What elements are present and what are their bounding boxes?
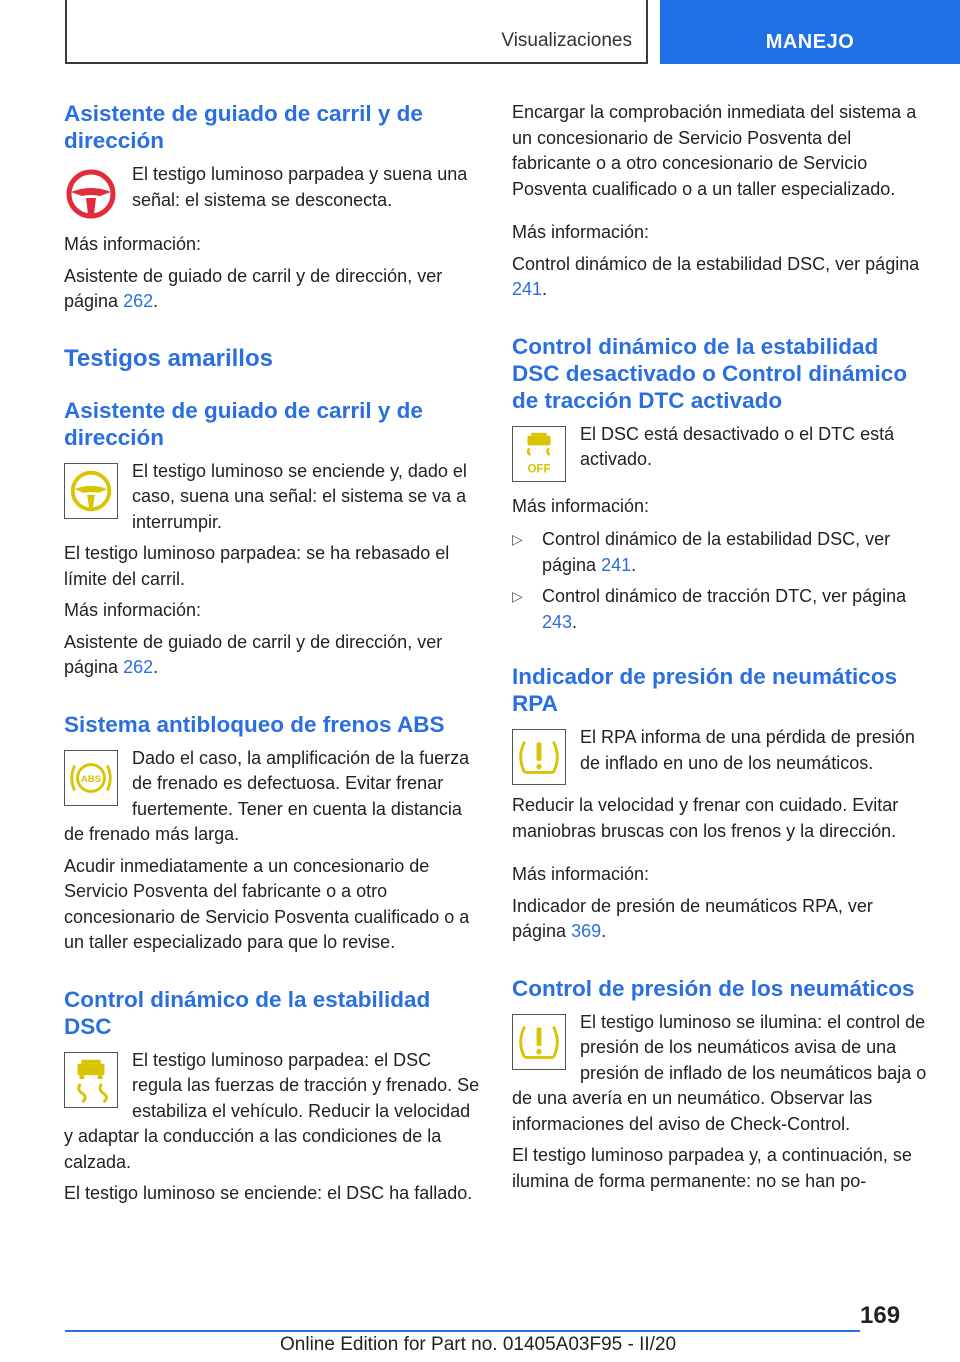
section-heading: Testigos amarillos (64, 344, 273, 372)
warning-text: El testigo luminoso se ilumina: el control de presión de los neumáticos avisa de una presión de inflado de los neumáticos baja o de una avería en un neumático. Observar las informaciones del aviso de Check-Control. (512, 1011, 927, 1134)
page-number: 169 (860, 1302, 901, 1329)
warning-text: Dado el caso, la amplificación de la fuerza de frenado es defectuosa. Evitar frenar fuertemente. Tener en cuenta la distancia de frenado más larga. (64, 747, 470, 844)
warning-block (512, 717, 930, 787)
section-title: Control dinámico de la estabilidad DSC desactivado o Control dinámico de tracción DTC activado (512, 333, 908, 413)
reference-text: Asistente de guiado de carril y de dirección, ver página 262. (64, 265, 443, 311)
steering-wheel-yellow-icon (64, 463, 118, 519)
abs-icon-label: ABS (80, 773, 102, 785)
section-title: Asistente de guiado de carril y de dirección (64, 397, 423, 450)
page-link[interactable]: 241 (512, 279, 543, 299)
reference-list (512, 527, 930, 635)
abs-icon (64, 750, 118, 806)
page-link[interactable]: 241 (601, 554, 632, 575)
section-tab[interactable] (660, 0, 960, 64)
page-link[interactable]: 243 (542, 611, 573, 632)
reference-text: Asistente de guiado de carril y de dirección, ver página 262. (64, 631, 443, 677)
warning-block (64, 738, 482, 848)
triangle-bullet-icon: ▷ (512, 531, 523, 547)
tire-pressure-icon (512, 1014, 566, 1070)
warning-text: El testigo luminoso se enciende y, dado el caso, suena una señal: el sistema se va a interrumpir. (132, 460, 467, 532)
more-info-label: Más información: (64, 600, 202, 620)
footer-divider (65, 1330, 860, 1332)
body-text: Reducir la velocidad y frenar con cuidado. Evitar maniobras bruscas con los frenos y la dirección. (512, 795, 899, 841)
section-title: Indicador de presión de neumáticos RPA (512, 664, 898, 716)
body-text: Encargar la comprobación inmediata del sistema a un concesionario de Servicio Posventa del fabricante o a otro concesionario de Servicio Posventa cualificado o a un taller especializado. (512, 102, 917, 199)
section-title: Sistema antibloqueo de frenos ABS (64, 711, 445, 737)
dsc-off-icon (512, 426, 566, 482)
list-item: ▷ Control dinámico de tracción DTC, ver página 243. (512, 586, 907, 632)
footer-edition: Online Edition for Part no. 01405A03F95 - II/20 (280, 1334, 677, 1355)
warning-block (64, 154, 482, 224)
more-info-label: Más información: (512, 222, 650, 242)
section-title: Control dinámico de la estabilidad DSC (64, 986, 431, 1039)
warning-text: El DSC está desactivado o el DTC está activado. (580, 423, 895, 469)
header-title: Visualizaciones (501, 30, 632, 51)
body-text: El testigo luminoso parpadea y, a continuación, se ilumina de forma permanente: no se han po- (512, 1145, 912, 1191)
header-frame (65, 0, 648, 64)
warning-block (512, 414, 930, 484)
list-item: ▷ Control dinámico de la estabilidad DSC, ver página 241. (512, 529, 891, 575)
warning-text: El testigo luminoso parpadea y suena una señal: el sistema se desconecta. (132, 164, 468, 210)
body-text: El testigo luminoso parpadea: se ha rebasado el límite del carril. (64, 543, 450, 589)
reference-text: Indicador de presión de neumáticos RPA, ver página 369. (512, 895, 873, 941)
body-text: Acudir inmediatamente a un concesionario de Servicio Posventa del fabricante o a otro concesionario de Servicio Posventa cualificado o a un taller especializado para que lo revise. (64, 855, 470, 952)
more-info-label: Más información: (512, 495, 650, 516)
warning-block (64, 451, 482, 536)
more-info-label: Más información: (64, 234, 202, 254)
section-tab-label: MANEJO (765, 31, 855, 53)
more-info-label: Más información: (512, 864, 650, 884)
right-column (512, 100, 930, 1194)
steering-wheel-red-icon (64, 166, 118, 222)
off-icon-label: OFF (527, 462, 551, 475)
page-link[interactable]: 262 (123, 291, 154, 311)
section-title: Asistente de guiado de carril y de dirección (64, 101, 423, 153)
warning-text: El RPA informa de una pérdida de presión de inflado en uno de los neumáticos. (580, 727, 915, 773)
page-link[interactable]: 262 (123, 657, 154, 677)
warning-block (512, 1002, 930, 1138)
warning-text: El testigo luminoso parpadea: el DSC regula las fuerzas de tracción y frenado. Se estabiliza el vehículo. Reducir la velocidad y adaptar la conducción a las condiciones de la calzada. (64, 1049, 480, 1172)
body-text: El testigo luminoso se enciende: el DSC ha fallado. (64, 1183, 473, 1203)
section-title: Control de presión de los neumáticos (512, 975, 915, 1001)
left-column (64, 100, 482, 1207)
tire-pressure-icon (512, 729, 566, 785)
dsc-icon (64, 1052, 118, 1108)
warning-block (64, 1040, 482, 1176)
triangle-bullet-icon: ▷ (512, 588, 523, 604)
reference-text: Control dinámico de la estabilidad DSC, ver página 241. (512, 253, 920, 299)
page-link[interactable]: 369 (571, 921, 602, 941)
